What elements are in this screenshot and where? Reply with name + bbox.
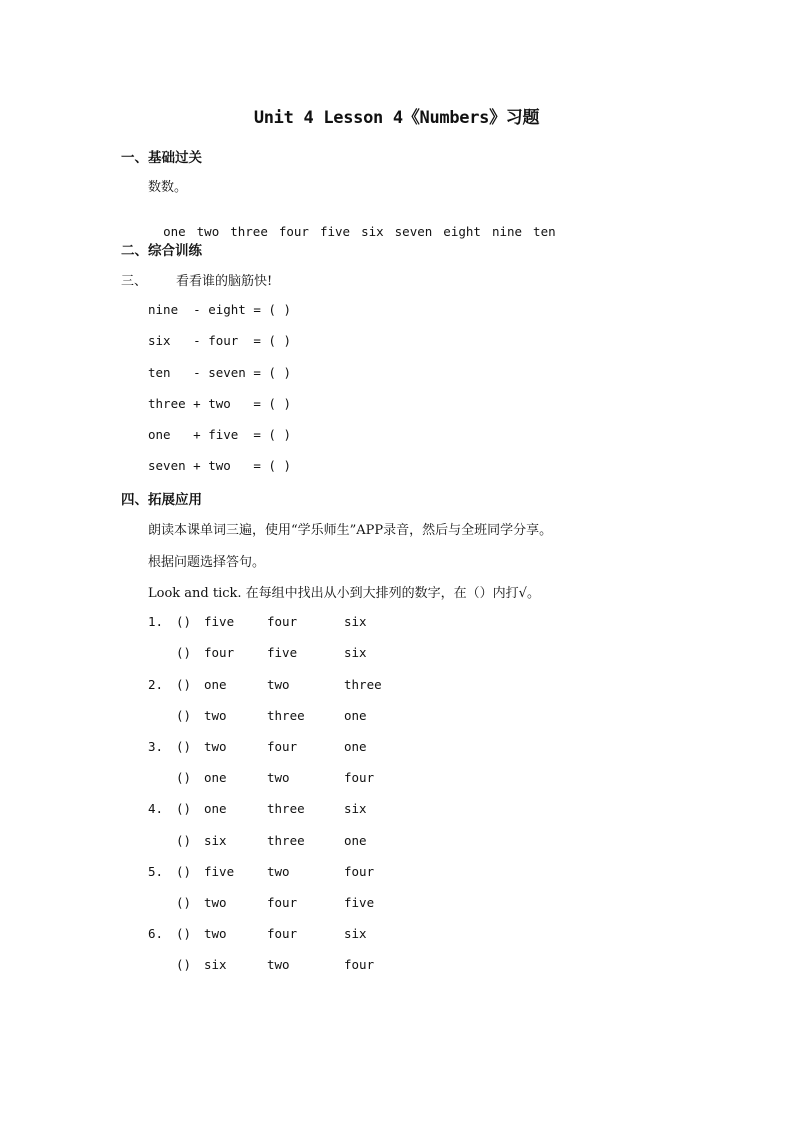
number-word: three (230, 224, 268, 239)
option-word: four (344, 864, 375, 879)
group-number: 3. (148, 739, 164, 754)
number-word: one (163, 224, 186, 239)
option-row (0, 926, 400, 944)
option-word: six (204, 957, 227, 972)
tick-box[interactable]: () (176, 801, 192, 816)
option-word: five (267, 645, 298, 660)
option-word: two (267, 770, 290, 785)
tick-box[interactable]: () (176, 677, 192, 692)
equation-row[interactable]: one + five = ( ) (148, 427, 291, 442)
option-word: six (204, 833, 227, 848)
section4-line2: 根据问题选择答句。 (148, 555, 266, 570)
option-word: two (267, 864, 290, 879)
number-word: ten (533, 224, 556, 239)
option-word: six (344, 614, 367, 629)
section4-line1: 朗读本课单词三遍，使用“学乐师生”APP录音，然后与全班同学分享。 (148, 523, 553, 538)
tick-box[interactable]: () (176, 614, 192, 629)
number-word: four (278, 224, 309, 239)
option-row (0, 801, 400, 819)
group-number: 1. (148, 614, 164, 629)
tick-box[interactable]: () (176, 864, 192, 879)
option-row (0, 833, 400, 851)
option-word: three (344, 677, 382, 692)
equation-row[interactable]: nine - eight = ( ) (148, 302, 291, 317)
option-word: two (267, 677, 290, 692)
equation-row[interactable]: ten - seven = ( ) (148, 365, 291, 380)
tick-box[interactable]: () (176, 957, 192, 972)
option-row (0, 614, 400, 632)
option-word: six (344, 801, 367, 816)
section1-heading: 一、基础过关 (121, 150, 202, 166)
tick-box[interactable]: () (176, 645, 192, 660)
tick-box[interactable]: () (176, 708, 192, 723)
section3-label: 三、 (121, 274, 148, 289)
option-row (0, 708, 400, 726)
option-word: four (344, 957, 375, 972)
group-number: 4. (148, 801, 164, 816)
option-word: three (267, 801, 305, 816)
tick-box[interactable]: () (176, 833, 192, 848)
option-word: four (344, 770, 375, 785)
number-word: eight (443, 224, 481, 239)
section2-heading: 二、综合训练 (121, 243, 202, 259)
option-word: one (204, 801, 227, 816)
equation-row[interactable]: seven + two = ( ) (148, 458, 291, 473)
option-word: five (344, 895, 375, 910)
option-word: two (267, 957, 290, 972)
group-number: 5. (148, 864, 164, 879)
option-word: two (204, 926, 227, 941)
option-word: one (204, 770, 227, 785)
option-row (0, 770, 400, 788)
number-word: nine (491, 224, 523, 239)
option-word: four (267, 926, 298, 941)
section4-line3: Look and tick. 在每组中找出从小到大排列的数字，在（）内打√。 (148, 586, 540, 601)
option-word: four (267, 614, 298, 629)
section3-text: 看看谁的脑筋快! (176, 274, 273, 289)
option-word: one (204, 677, 227, 692)
option-word: four (267, 895, 298, 910)
equation-row[interactable]: six - four = ( ) (148, 333, 291, 348)
number-word: seven (394, 224, 433, 239)
section4-heading: 四、拓展应用 (121, 492, 202, 508)
number-word: two (196, 224, 220, 239)
option-word: one (344, 833, 367, 848)
equation-row[interactable]: three + two = ( ) (148, 396, 291, 411)
number-words-row (148, 209, 556, 239)
option-word: three (267, 708, 305, 723)
section1-instruction: 数数。 (148, 180, 188, 195)
tick-box[interactable]: () (176, 926, 192, 941)
tick-box[interactable]: () (176, 770, 192, 785)
group-number: 6. (148, 926, 164, 941)
option-word: one (344, 739, 367, 754)
option-word: five (204, 614, 235, 629)
option-row (0, 957, 400, 975)
option-word: six (344, 926, 367, 941)
option-row (0, 677, 400, 695)
option-word: three (267, 833, 305, 848)
option-word: five (204, 864, 235, 879)
option-word: four (267, 739, 298, 754)
number-word: six (361, 224, 384, 239)
number-word: five (319, 224, 351, 239)
option-word: four (204, 645, 235, 660)
group-number: 2. (148, 677, 164, 692)
option-row (0, 864, 400, 882)
option-word: two (204, 739, 227, 754)
page-title: Unit 4 Lesson 4《Numbers》习题 (253, 108, 540, 128)
tick-box[interactable]: () (176, 895, 192, 910)
option-row (0, 739, 400, 757)
option-row (0, 645, 400, 663)
option-word: two (204, 708, 227, 723)
option-row (0, 895, 400, 913)
tick-box[interactable]: () (176, 739, 192, 754)
option-word: two (204, 895, 227, 910)
option-word: one (344, 708, 367, 723)
option-word: six (344, 645, 367, 660)
